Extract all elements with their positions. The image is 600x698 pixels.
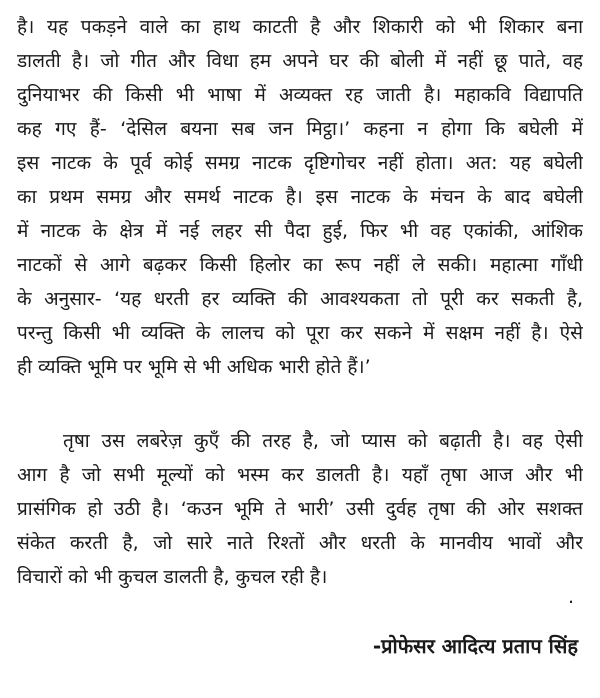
text-line: दुनियाभर की किसी भी भाषा में अव्यक्त रह जाती है। महाकवि विद्यापति	[17, 84, 583, 106]
text-line: तृषा उस लबरेज़ कुएँ की तरह है, जो प्यास को बढ़ाती है। वह ऐसी	[63, 430, 583, 452]
text-line: परन्तु किसी भी व्यक्ति के लालच को पूरा कर सकने में सक्षम नहीं है। ऐसे	[17, 322, 583, 344]
text-line: डालती है। जो गीत और विधा हम अपने घर की बोली में नहीं छू पाते, वह	[17, 50, 583, 72]
text-line: आग है जो सभी मूल्यों को भस्म कर डालती है। यहाँ तृषा आज और भी	[17, 464, 583, 486]
text-line: है। यह पकड़ने वाले का हाथ काटती है और शिकारी को भी शिकार बना	[17, 16, 583, 38]
text-line: का प्रथम समग्र और समर्थ नाटक है। इस नाटक के मंचन के बाद बघेली	[17, 186, 583, 208]
text-line: इस नाटक के पूर्व कोई समग्र नाटक दृष्टिगोचर नहीं होता। अत: यह बघेली	[17, 152, 583, 174]
text-line: संकेत करती है, जो सारे नाते रिश्तों और धरती के मानवीय भावों और	[17, 532, 583, 554]
text-line: कह गए हैं- ‘देसिल बयना सब जन मिट्ठा।’ कहना न होगा कि बघेली में	[17, 118, 583, 140]
text-line: नाटकों से आगे बढ़कर किसी हिलोर का रूप नहीं ले सकी। महात्मा गाँधी	[17, 254, 583, 276]
text-line: प्रासंगिक हो उठी है। ‘कउन भूमि ते भारी’ उसी दुर्वह तृषा की ओर सशक्त	[17, 498, 583, 520]
author-signature: -प्रोफेसर आदित्य प्रताप सिंह	[372, 634, 578, 658]
text-line: विचारों को भी कुचल डालती है, कुचल रही है।	[17, 566, 328, 588]
text-line: ही व्यक्ति भूमि पर भूमि से भी अधिक भारी होते हैं।’	[17, 356, 371, 378]
stray-dot: .	[568, 586, 575, 608]
text-line: में नाटक के क्षेत्र में नई लहर सी पैदा हुई, फिर भी वह एकांकी, आंशिक	[17, 220, 583, 242]
text-line: के अनुसार- ‘यह धरती हर व्यक्ति की आवश्यकता तो पूरी कर सकती है,	[17, 288, 583, 310]
